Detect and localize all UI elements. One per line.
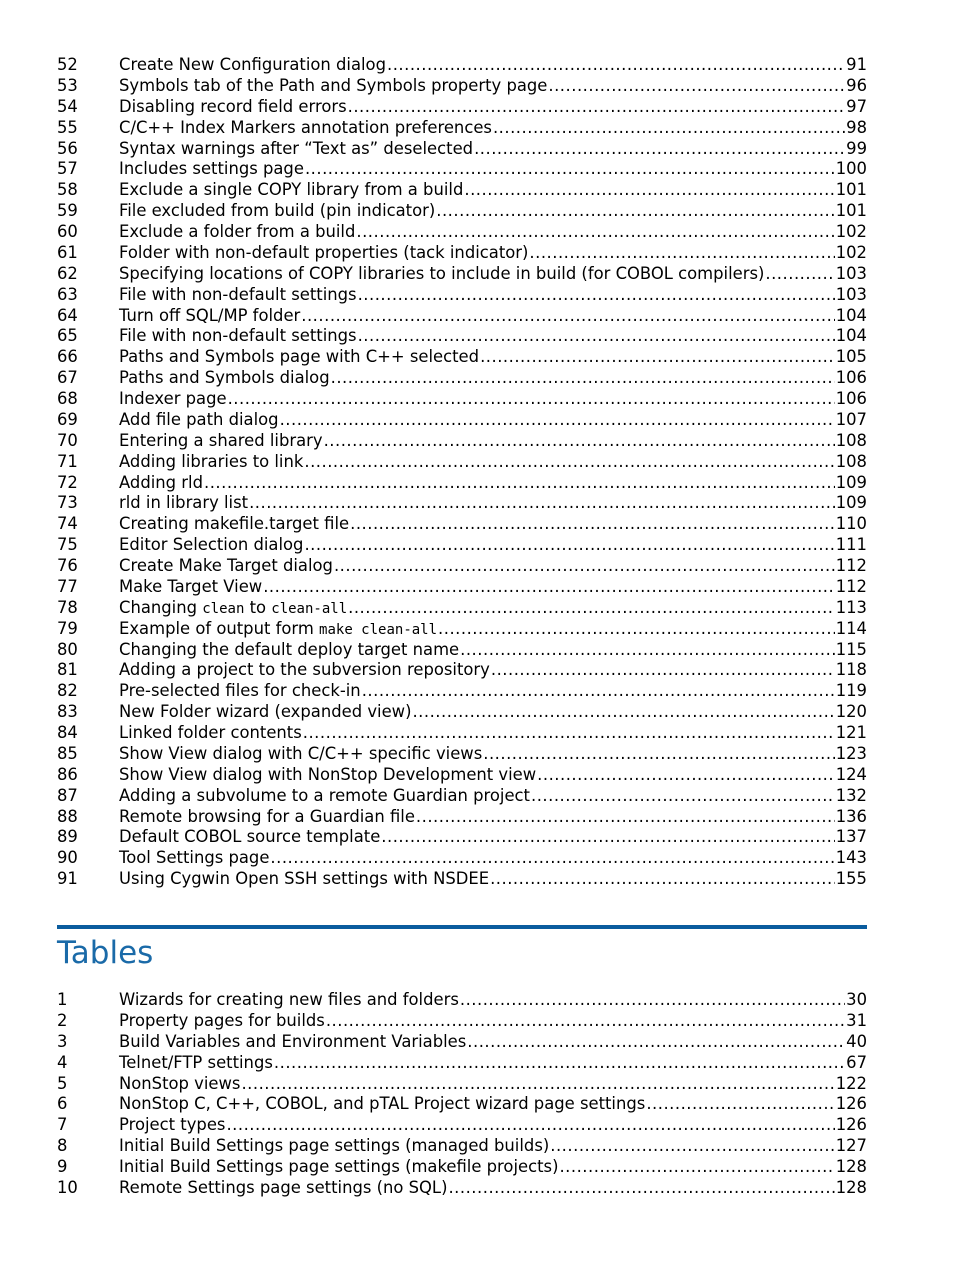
dot-leader (531, 786, 835, 807)
entry-title[interactable]: Show View dialog with C/C++ specific views (119, 743, 483, 763)
entry-page[interactable]: 126 (835, 1094, 867, 1114)
dot-leader (381, 827, 834, 848)
entry-title[interactable]: Adding a project to the subversion repository (119, 660, 490, 680)
entry-title[interactable]: Indexer page (119, 389, 227, 408)
entry-title[interactable]: Default COBOL source template (119, 827, 381, 847)
dot-leader (480, 347, 835, 368)
toc-entry[interactable] (57, 1178, 867, 1199)
toc-entry[interactable] (57, 744, 867, 765)
entry-number: 72 (57, 472, 78, 492)
entry-title[interactable]: Initial Build Settings page settings (makefile projects) (119, 1157, 559, 1176)
dot-leader (362, 681, 835, 702)
entry-number: 69 (57, 409, 78, 429)
dot-leader (436, 201, 834, 222)
entry-number: 66 (57, 347, 78, 367)
entry-number: 78 (57, 597, 78, 617)
entry-number: 57 (57, 159, 78, 179)
toc-entry[interactable] (57, 827, 867, 848)
entry-page[interactable]: 112 (835, 556, 867, 575)
entry-page[interactable]: 102 (835, 222, 867, 241)
entry-title-code: clean-all (271, 600, 348, 617)
entry-page[interactable]: 101 (835, 201, 867, 221)
entry-page[interactable]: 126 (835, 1115, 867, 1135)
entry-number: 87 (57, 785, 78, 805)
entry-title[interactable]: Add file path dialog (119, 409, 279, 429)
dot-leader (226, 1115, 834, 1136)
entry-number: 2 (57, 1010, 68, 1030)
entry-number: 56 (57, 138, 78, 158)
toc-entry[interactable] (57, 389, 867, 410)
section-rule (57, 925, 867, 929)
entry-title-code: make clean-all (319, 621, 438, 638)
toc-entry[interactable] (57, 848, 867, 869)
dot-leader (326, 1011, 845, 1032)
toc-entry[interactable] (57, 990, 867, 1011)
entry-number: 90 (57, 848, 78, 868)
entry-title[interactable]: Changing the default deploy target name (119, 639, 460, 659)
toc-entry[interactable] (57, 702, 867, 723)
entry-number: 8 (57, 1136, 68, 1156)
toc-entry[interactable] (57, 723, 867, 744)
dot-leader (350, 514, 835, 535)
entry-number: 80 (57, 639, 78, 659)
toc-entry[interactable] (57, 473, 867, 494)
toc-entry[interactable] (57, 139, 867, 160)
toc-entry[interactable] (57, 1011, 867, 1032)
entry-page[interactable]: 67 (846, 1052, 867, 1072)
entry-number: 84 (57, 723, 78, 742)
dot-leader (270, 848, 834, 869)
dot-leader (334, 556, 835, 577)
entry-page[interactable]: 108 (835, 430, 867, 450)
dot-leader (448, 1178, 834, 1199)
entry-title-text: Changing (119, 597, 203, 617)
entry-title[interactable]: Adding rld (119, 472, 203, 492)
entry-title[interactable]: Create Make Target dialog (119, 556, 333, 575)
entry-page[interactable]: 155 (835, 869, 867, 889)
entry-page[interactable]: 132 (835, 785, 867, 805)
dot-leader (228, 389, 835, 410)
toc-entry[interactable] (57, 159, 867, 180)
toc-entry[interactable] (57, 243, 867, 264)
dot-leader (324, 431, 835, 452)
entry-number: 82 (57, 681, 78, 701)
dot-leader (529, 243, 834, 264)
dot-leader (356, 222, 834, 243)
entry-number: 79 (57, 618, 78, 638)
toc-entry[interactable] (57, 807, 867, 828)
entry-title[interactable]: Paths and Symbols dialog (119, 368, 330, 388)
dot-leader (416, 807, 835, 828)
entry-page[interactable]: 109 (835, 472, 867, 492)
entry-page[interactable]: 122 (835, 1073, 867, 1093)
entry-number: 61 (57, 242, 78, 262)
entry-number: 3 (57, 1031, 68, 1051)
dot-leader (358, 326, 835, 347)
entry-page[interactable]: 104 (835, 326, 867, 346)
entry-page[interactable]: 99 (846, 138, 867, 158)
entry-title[interactable]: File excluded from build (pin indicator) (119, 201, 436, 221)
toc-entry[interactable] (57, 514, 867, 535)
entry-number: 68 (57, 389, 78, 408)
dot-leader (460, 640, 835, 661)
entry-number: 5 (57, 1073, 68, 1093)
dot-leader (765, 264, 834, 285)
entry-number: 89 (57, 827, 78, 847)
entry-number: 60 (57, 222, 78, 241)
toc-entry[interactable] (57, 97, 867, 118)
toc-entry[interactable] (57, 556, 867, 577)
entry-number: 65 (57, 326, 78, 346)
dot-leader (559, 1157, 834, 1178)
dot-leader (550, 1136, 834, 1157)
entry-title[interactable]: Property pages for builds (119, 1010, 325, 1030)
dot-leader (263, 577, 835, 598)
dot-leader (303, 723, 835, 744)
entry-page[interactable]: 102 (835, 242, 867, 262)
entry-number: 10 (57, 1177, 78, 1197)
entry-title[interactable]: Project types (119, 1115, 226, 1135)
toc-entry[interactable] (57, 660, 867, 681)
entry-title[interactable]: Create New Configuration dialog (119, 55, 386, 74)
entry-number: 74 (57, 514, 78, 534)
dot-leader (249, 493, 835, 514)
entry-page[interactable]: 106 (835, 389, 867, 408)
entry-page[interactable]: 108 (835, 451, 867, 471)
entry-title-text: to (244, 597, 272, 617)
entry-number: 9 (57, 1157, 68, 1176)
dot-leader (464, 180, 834, 201)
entry-page[interactable]: 136 (835, 806, 867, 826)
entry-number: 59 (57, 201, 78, 221)
toc-entry[interactable] (57, 452, 867, 473)
entry-page[interactable]: 31 (846, 1010, 867, 1030)
entry-title[interactable]: Show View dialog with NonStop Development view (119, 764, 537, 784)
entry-page[interactable]: 107 (835, 409, 867, 429)
toc-entry[interactable] (57, 681, 867, 702)
entry-title-text: Example of output form (119, 618, 320, 638)
entry-number: 73 (57, 493, 78, 513)
entry-page[interactable]: 103 (835, 263, 867, 283)
entry-page[interactable]: 118 (835, 660, 867, 680)
entry-number: 1 (57, 990, 68, 1009)
toc-entry[interactable] (57, 368, 867, 389)
entry-title[interactable]: Using Cygwin Open SSH settings with NSDEE (119, 869, 490, 889)
dot-leader (304, 452, 834, 473)
entry-number: 54 (57, 96, 78, 116)
entry-title[interactable]: Includes settings page (119, 159, 304, 179)
dot-leader (387, 55, 845, 76)
entry-page[interactable]: 128 (835, 1177, 867, 1197)
toc-entry[interactable] (57, 1136, 867, 1157)
dot-leader (493, 118, 845, 139)
entry-page[interactable]: 120 (835, 702, 867, 722)
entry-number: 70 (57, 430, 78, 450)
entry-page[interactable]: 115 (835, 639, 867, 659)
toc-entry[interactable] (57, 76, 867, 97)
entry-title[interactable]: Disabling record field errors (119, 96, 347, 116)
entry-page[interactable]: 105 (835, 347, 867, 367)
entry-number: 77 (57, 576, 78, 596)
toc-entry[interactable] (57, 180, 867, 201)
entry-number: 58 (57, 180, 78, 200)
entry-page[interactable]: 119 (835, 681, 867, 701)
toc-entry[interactable] (57, 1157, 867, 1178)
entry-title[interactable]: Make Target View (119, 576, 263, 596)
toc-entry[interactable] (57, 1053, 867, 1074)
dot-leader (305, 159, 835, 180)
entry-page[interactable]: 96 (846, 75, 867, 95)
dot-leader (204, 473, 835, 494)
entry-title[interactable]: Symbols tab of the Path and Symbols property page (119, 75, 548, 95)
toc-entry[interactable] (57, 1074, 867, 1095)
entry-page[interactable]: 100 (835, 159, 867, 179)
toc-entry[interactable] (57, 410, 867, 431)
toc-entry[interactable] (57, 285, 867, 306)
entry-number: 55 (57, 117, 78, 137)
entry-page[interactable]: 121 (835, 723, 867, 742)
entry-page[interactable]: 98 (846, 117, 867, 137)
entry-page[interactable]: 114 (835, 618, 867, 638)
entry-title[interactable]: Exclude a folder from a build (119, 222, 356, 241)
entry-number: 4 (57, 1052, 68, 1072)
entry-title[interactable]: Adding a subvolume to a remote Guardian project (119, 785, 530, 805)
entry-number: 71 (57, 451, 78, 471)
dot-leader (474, 139, 845, 160)
dot-leader (241, 1074, 834, 1095)
toc-entry[interactable] (57, 55, 867, 76)
entry-title[interactable]: File with non-default settings (119, 326, 357, 346)
entry-title[interactable]: Linked folder contents (119, 723, 302, 742)
entry-title[interactable] (119, 619, 437, 641)
dot-leader (358, 285, 835, 306)
entry-page[interactable]: 124 (835, 764, 867, 784)
entry-title[interactable]: Folder with non-default properties (tack indicator) (119, 242, 529, 262)
entry-number: 67 (57, 368, 78, 388)
entry-title[interactable]: Editor Selection dialog (119, 535, 304, 555)
entry-number: 83 (57, 702, 78, 722)
entry-page[interactable]: 127 (835, 1136, 867, 1156)
toc-entry[interactable] (57, 222, 867, 243)
toc-entry[interactable] (57, 201, 867, 222)
toc-entry[interactable] (57, 1115, 867, 1136)
toc-entry[interactable] (57, 765, 867, 786)
dot-leader (438, 619, 835, 640)
toc-entry[interactable] (57, 1032, 867, 1053)
entry-number: 6 (57, 1094, 68, 1114)
toc-entry[interactable] (57, 493, 867, 514)
entry-page[interactable]: 103 (835, 284, 867, 304)
dot-leader (548, 76, 845, 97)
entry-title[interactable]: Remote browsing for a Guardian file (119, 806, 415, 826)
entry-title[interactable]: Remote Settings page settings (no SQL) (119, 1177, 448, 1197)
entry-number: 64 (57, 305, 78, 325)
entry-page[interactable]: 106 (835, 368, 867, 388)
toc-entry[interactable] (57, 431, 867, 452)
entry-title[interactable] (119, 598, 347, 620)
dot-leader (280, 410, 835, 431)
entry-title[interactable]: Paths and Symbols page with C++ selected (119, 347, 480, 367)
dot-leader (490, 869, 835, 890)
section-heading-tables: Tables (57, 935, 154, 971)
entry-title[interactable]: Creating makefile.target file (119, 514, 350, 534)
dot-leader (301, 306, 834, 327)
entry-number: 88 (57, 806, 78, 826)
entry-page[interactable]: 111 (835, 535, 867, 555)
entry-page[interactable]: 110 (835, 514, 867, 534)
entry-number: 52 (57, 55, 78, 74)
entry-title[interactable]: File with non-default settings (119, 284, 357, 304)
toc-entry[interactable] (57, 535, 867, 556)
entry-title[interactable]: Telnet/FTP settings (119, 1052, 273, 1072)
toc-entry[interactable] (57, 264, 867, 285)
entry-page[interactable]: 91 (846, 55, 867, 74)
entry-title[interactable]: rld in library list (119, 493, 249, 513)
entry-number: 53 (57, 75, 78, 95)
toc-entry[interactable] (57, 347, 867, 368)
entry-title[interactable]: C/C++ Index Markers annotation preferences (119, 117, 492, 137)
entry-title[interactable]: NonStop C, C++, COBOL, and pTAL Project wizard page settings (119, 1094, 646, 1114)
toc-entry[interactable] (57, 619, 867, 640)
toc-entry[interactable] (57, 1094, 867, 1115)
dot-leader (304, 535, 834, 556)
entry-page[interactable]: 97 (846, 96, 867, 116)
dot-leader (412, 702, 834, 723)
entry-title[interactable]: Specifying locations of COPY libraries to include in build (for COBOL compilers) (119, 263, 765, 283)
entry-title[interactable]: New Folder wizard (expanded view) (119, 702, 412, 722)
entry-page[interactable]: 123 (835, 743, 867, 763)
toc-entry[interactable] (57, 869, 867, 890)
entry-title[interactable]: Entering a shared library (119, 430, 323, 450)
entry-title[interactable]: Pre-selected files for check-in (119, 681, 361, 701)
toc-entry[interactable] (57, 786, 867, 807)
dot-leader (483, 744, 834, 765)
entry-title[interactable]: Wizards for creating new files and folders (119, 990, 459, 1009)
entry-title[interactable]: Build Variables and Environment Variables (119, 1031, 467, 1051)
entry-page[interactable]: 40 (846, 1031, 867, 1051)
dot-leader (491, 660, 835, 681)
toc-entry[interactable] (57, 306, 867, 327)
entry-title[interactable]: Initial Build Settings page settings (managed builds) (119, 1136, 550, 1156)
toc-entry[interactable] (57, 640, 867, 661)
list-of-tables (57, 990, 867, 1199)
dot-leader (348, 598, 835, 619)
dot-leader (348, 97, 846, 118)
entry-page[interactable]: 104 (835, 305, 867, 325)
entry-number: 62 (57, 263, 78, 283)
entry-title[interactable]: NonStop views (119, 1073, 241, 1093)
entry-number: 7 (57, 1115, 68, 1135)
entry-page[interactable]: 101 (835, 180, 867, 200)
toc-entry[interactable] (57, 326, 867, 347)
entry-number: 86 (57, 764, 78, 784)
dot-leader (537, 765, 835, 786)
toc-entry[interactable] (57, 577, 867, 598)
dot-leader (274, 1053, 845, 1074)
entry-title[interactable]: Syntax warnings after “Text as” deselected (119, 138, 474, 158)
dot-leader (460, 990, 845, 1011)
entry-number: 85 (57, 743, 78, 763)
entry-title[interactable]: Adding libraries to link (119, 451, 304, 471)
dot-leader (467, 1032, 845, 1053)
entry-number: 63 (57, 284, 78, 304)
entry-title[interactable]: Turn off SQL/MP folder (119, 305, 301, 325)
entry-page[interactable]: 137 (835, 827, 867, 847)
toc-entry[interactable] (57, 118, 867, 139)
entry-page[interactable]: 112 (835, 576, 867, 596)
entry-number: 91 (57, 869, 78, 889)
toc-entry[interactable] (57, 598, 867, 619)
entry-page[interactable]: 113 (835, 597, 867, 617)
dot-leader (331, 368, 835, 389)
entry-number: 75 (57, 535, 78, 555)
entry-title-code: clean (202, 600, 245, 617)
dot-leader (646, 1094, 834, 1115)
list-of-figures (57, 55, 867, 890)
entry-title[interactable]: Tool Settings page (119, 848, 270, 868)
entry-number: 76 (57, 556, 78, 575)
entry-page[interactable]: 128 (835, 1157, 867, 1176)
entry-page[interactable]: 109 (835, 493, 867, 513)
entry-number: 81 (57, 660, 78, 680)
entry-title[interactable]: Exclude a single COPY library from a build (119, 180, 464, 200)
entry-page[interactable]: 143 (835, 848, 867, 868)
entry-page[interactable]: 30 (846, 990, 867, 1009)
